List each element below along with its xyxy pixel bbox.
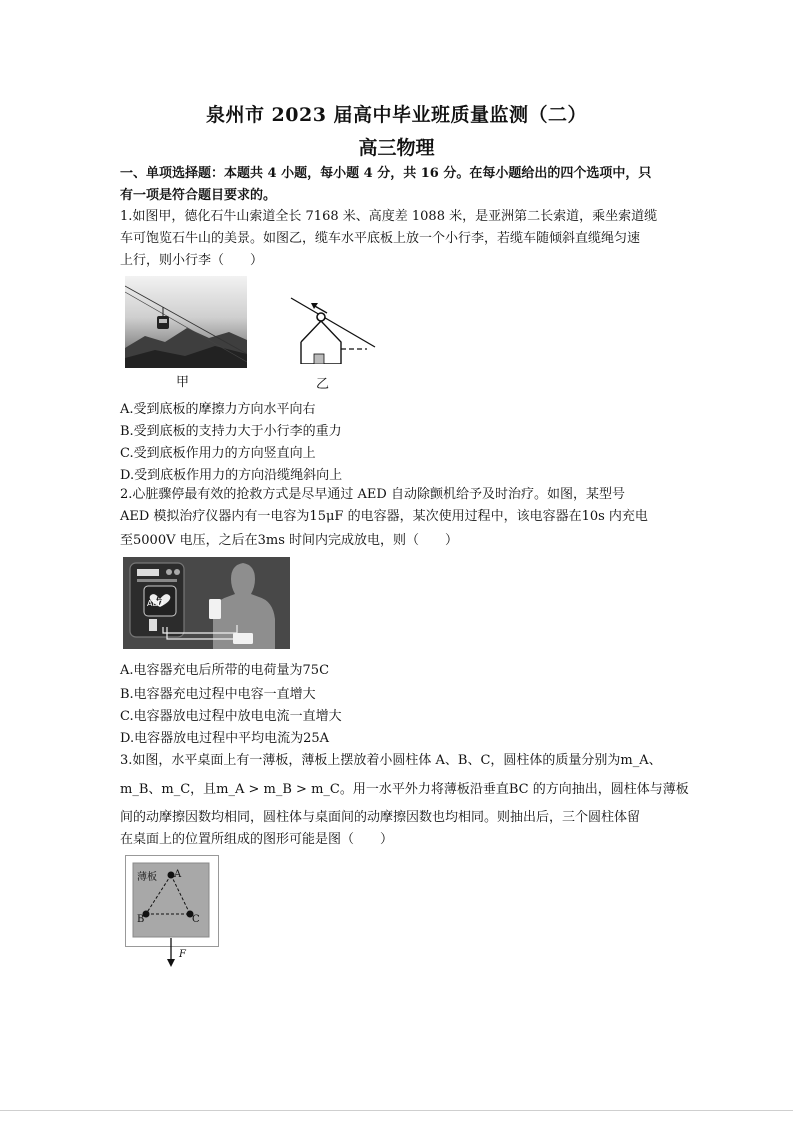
q3-line4: 在桌面上的位置所组成的图形可能是图（ ）: [120, 832, 394, 847]
section-heading-line2: 有一项是符合题目要求的。: [120, 188, 277, 203]
plate-label: 薄板: [137, 872, 157, 883]
q1-option-b[interactable]: B.受到底板的支持力大于小行李的重力: [120, 424, 342, 439]
cable-car-diagram: [283, 292, 383, 364]
q2-option-b[interactable]: B.电容器充电过程中电容一直增大: [120, 687, 316, 702]
aed-image: [123, 557, 290, 649]
section-heading-line1: 一、单项选择题：本题共 4 小题，每小题 4 分，共 16 分。在每小题给出的四个选项中，只: [120, 166, 652, 181]
subject-title: 高三物理: [358, 137, 435, 159]
q3-line2: m_B、m_C，且m_A > m_B > m_C。用一水平外力将薄板沿垂直BC 的方向抽出，圆柱体与薄板: [120, 782, 689, 797]
figure-a-label: 甲: [176, 375, 190, 390]
aed-device-label: AED: [147, 599, 164, 608]
point-b-label: B: [137, 914, 145, 925]
figure-b-label: 乙: [316, 377, 330, 392]
cable-car-photo: [125, 276, 247, 368]
q3-line1: 3.如图，水平桌面上有一薄板，薄板上摆放着小圆柱体 A、B、C，圆柱体的质量分别为m_A、: [120, 753, 662, 768]
q1-option-a[interactable]: A.受到底板的摩擦力方向水平向右: [120, 402, 316, 417]
point-a-label: A: [174, 869, 182, 880]
q2-line2: AED 模拟治疗仪器内有一电容为15μF 的电容器，某次使用过程中，该电容器在10s 内充电: [120, 509, 648, 524]
q3-line3: 间的动摩擦因数均相同，圆柱体与桌面间的动摩擦因数也均相同。则抽出后，三个圆柱体留: [120, 810, 641, 825]
q1-option-c[interactable]: C.受到底板作用力的方向竖直向上: [120, 446, 316, 461]
cable-car-photo-drawing: [125, 276, 247, 368]
q1-option-d[interactable]: D.受到底板作用力的方向沿缆绳斜向上: [120, 468, 343, 483]
q2-line1: 2.心脏骤停最有效的抢救方式是尽早通过 AED 自动除颤机给予及时治疗。如图，某型号: [120, 487, 625, 502]
q1-line1: 1.如图甲，德化石牛山索道全长 7168 米、高度差 1088 米，是亚洲第二长索道，乘坐索道缆: [120, 209, 658, 224]
q1-line3: 上行，则小行李（ ）: [120, 253, 264, 268]
page-bottom-rule: [0, 1110, 793, 1111]
q2-option-a[interactable]: A.电容器充电后所带的电荷量为75C: [120, 663, 330, 678]
point-c-label: C: [192, 914, 200, 925]
q2-line3: 至5000V 电压，之后在3ms 时间内完成放电，则（ ）: [120, 533, 459, 548]
q1-line2: 车可饱览石牛山的美景。如图乙，缆车水平底板上放一个小行李，若缆车随倾斜直缆绳匀速: [120, 231, 641, 246]
force-label: F: [179, 949, 186, 960]
exam-title: 泉州市 2023 届高中毕业班质量监测（二）: [205, 104, 588, 126]
q2-option-d[interactable]: D.电容器放电过程中平均电流为25A: [120, 731, 330, 746]
q2-option-c[interactable]: C.电容器放电过程中放电电流一直增大: [120, 709, 342, 724]
